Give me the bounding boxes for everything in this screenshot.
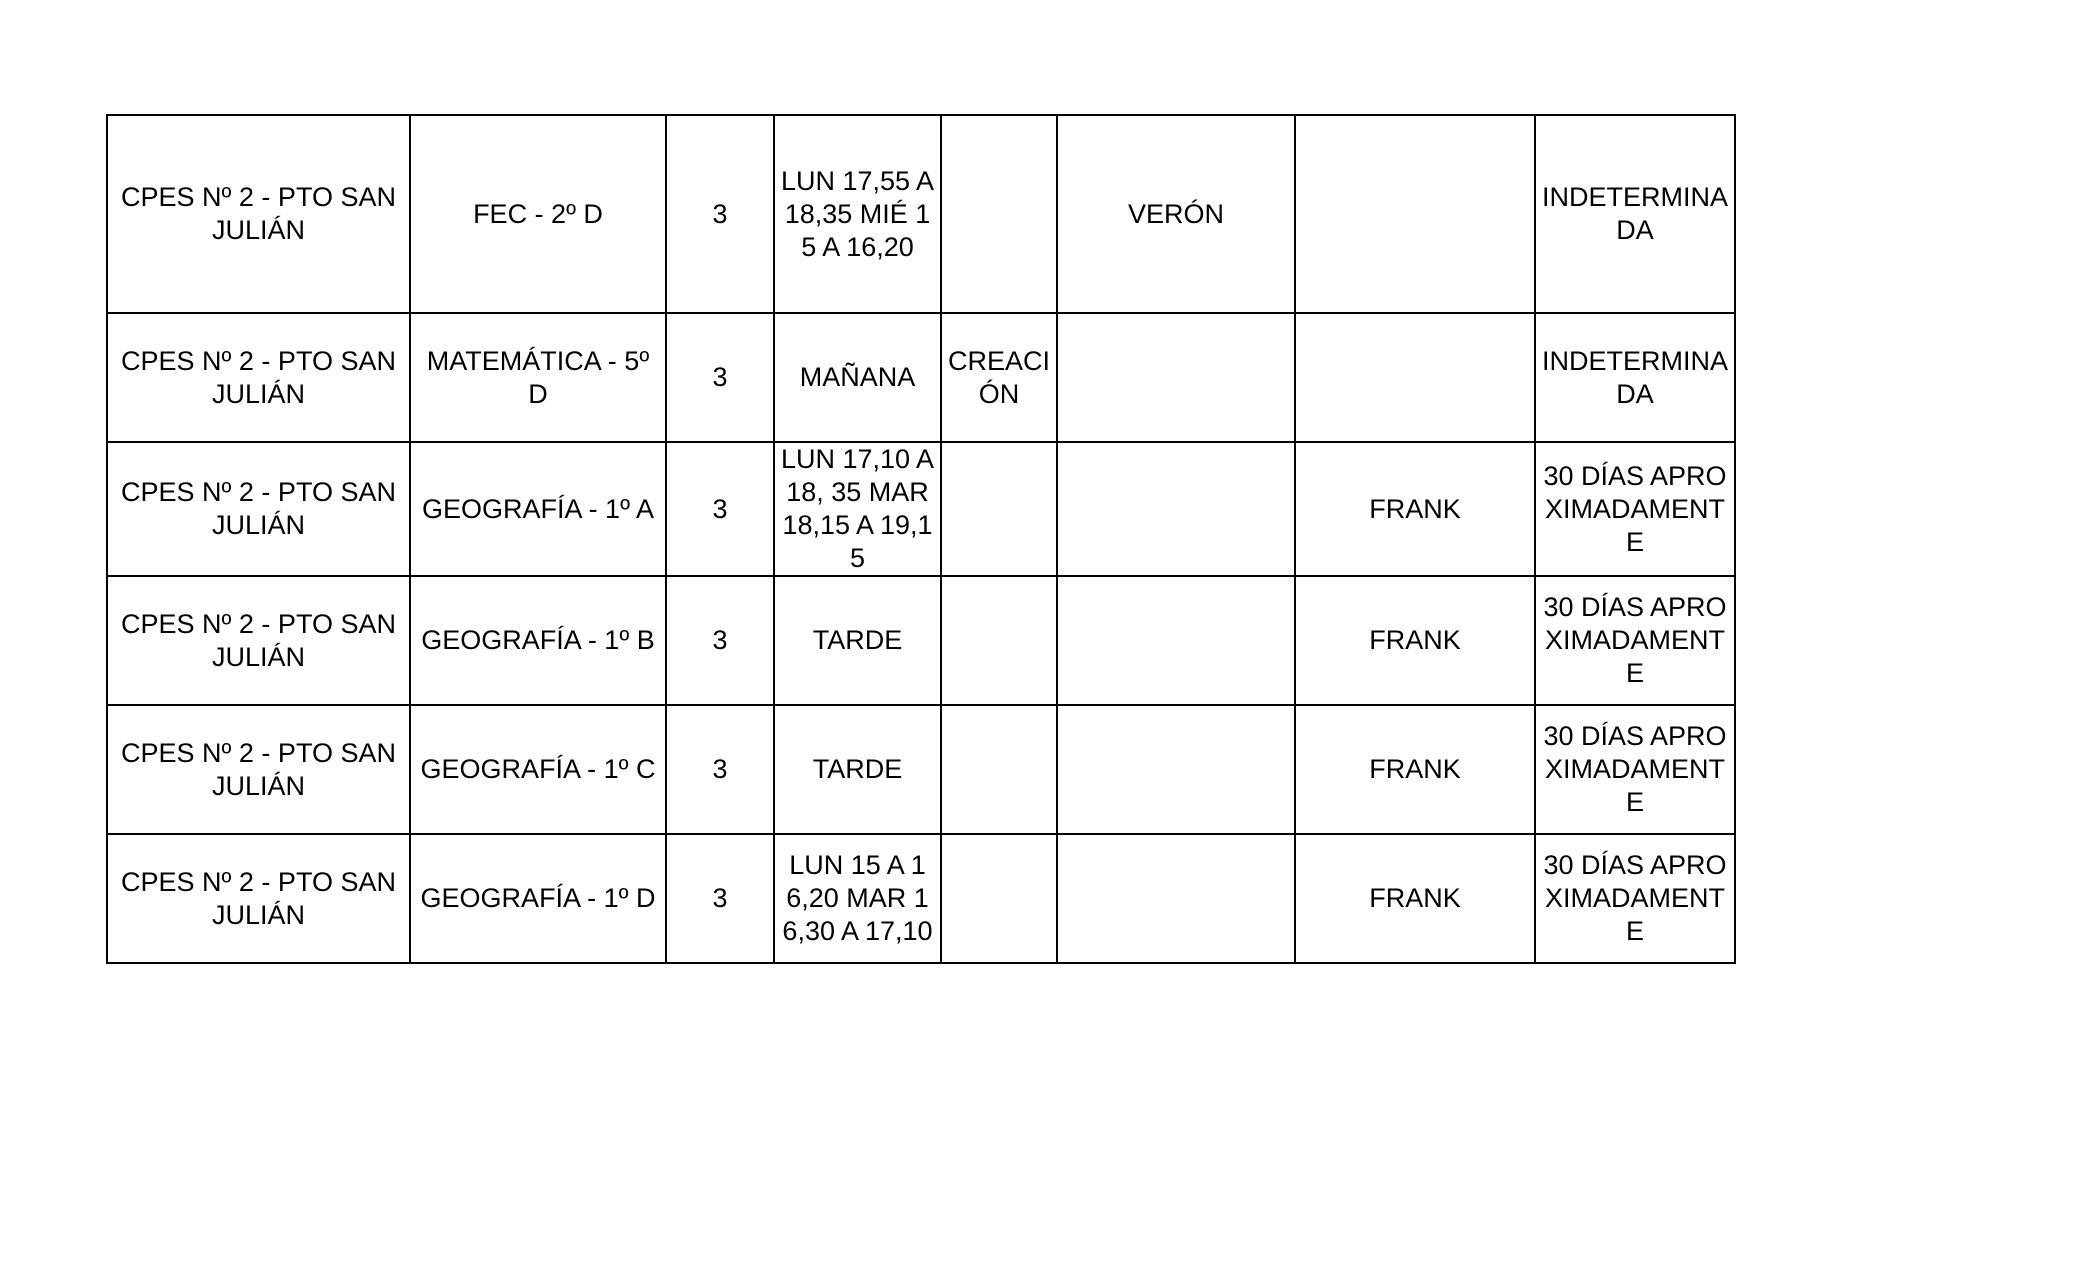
substitute-cell: FRANK [1295,834,1535,963]
reason-cell [941,115,1057,313]
school-cell: CPES Nº 2 - PTO SAN JULIÁN [107,313,410,442]
holder-cell: VERÓN [1057,115,1295,313]
duration-cell: INDETERMINADA [1535,115,1735,313]
subject-cell: GEOGRAFÍA - 1º C [410,705,666,834]
substitute-cell: FRANK [1295,442,1535,576]
school-cell: CPES Nº 2 - PTO SAN JULIÁN [107,705,410,834]
schedule-cell: MAÑANA [774,313,941,442]
schedule-cell: LUN 15 A 16,20 MAR 16,30 A 17,10 [774,834,941,963]
reason-cell [941,442,1057,576]
table-row [107,442,1735,576]
hours-cell: 3 [666,705,774,834]
subject-cell: FEC - 2º D [410,115,666,313]
holder-cell [1057,442,1295,576]
schedule-cell: TARDE [774,576,941,705]
duration-cell: 30 DÍAS APROXIMADAMENTE [1535,576,1735,705]
duration-cell: 30 DÍAS APROXIMADAMENTE [1535,705,1735,834]
subject-cell: GEOGRAFÍA - 1º A [410,442,666,576]
schedule-table [106,114,1736,964]
substitute-cell [1295,313,1535,442]
holder-cell [1057,313,1295,442]
school-cell: CPES Nº 2 - PTO SAN JULIÁN [107,442,410,576]
hours-cell: 3 [666,442,774,576]
duration-cell: INDETERMINADA [1535,313,1735,442]
hours-cell: 3 [666,115,774,313]
subject-cell: GEOGRAFÍA - 1º B [410,576,666,705]
table-row [107,705,1735,834]
duration-cell: 30 DÍAS APROXIMADAMENTE [1535,442,1735,576]
school-cell: CPES Nº 2 - PTO SAN JULIÁN [107,834,410,963]
reason-cell [941,834,1057,963]
holder-cell [1057,834,1295,963]
hours-cell: 3 [666,834,774,963]
substitute-cell: FRANK [1295,705,1535,834]
subject-cell: GEOGRAFÍA - 1º D [410,834,666,963]
table-row [107,834,1735,963]
reason-cell: CREACIÓN [941,313,1057,442]
substitute-cell [1295,115,1535,313]
duration-cell: 30 DÍAS APROXIMADAMENTE [1535,834,1735,963]
holder-cell [1057,705,1295,834]
table-row [107,576,1735,705]
substitute-cell: FRANK [1295,576,1535,705]
school-cell: CPES Nº 2 - PTO SAN JULIÁN [107,576,410,705]
reason-cell [941,705,1057,834]
reason-cell [941,576,1057,705]
holder-cell [1057,576,1295,705]
schedule-cell: LUN 17,10 A 18, 35 MAR 18,15 A 19,15 [774,442,941,576]
subject-cell: MATEMÁTICA - 5º D [410,313,666,442]
table-row [107,313,1735,442]
hours-cell: 3 [666,313,774,442]
schedule-cell: LUN 17,55 A 18,35 MIÉ 15 A 16,20 [774,115,941,313]
hours-cell: 3 [666,576,774,705]
table-row [107,115,1735,313]
schedule-cell: TARDE [774,705,941,834]
school-cell: CPES Nº 2 - PTO SAN JULIÁN [107,115,410,313]
